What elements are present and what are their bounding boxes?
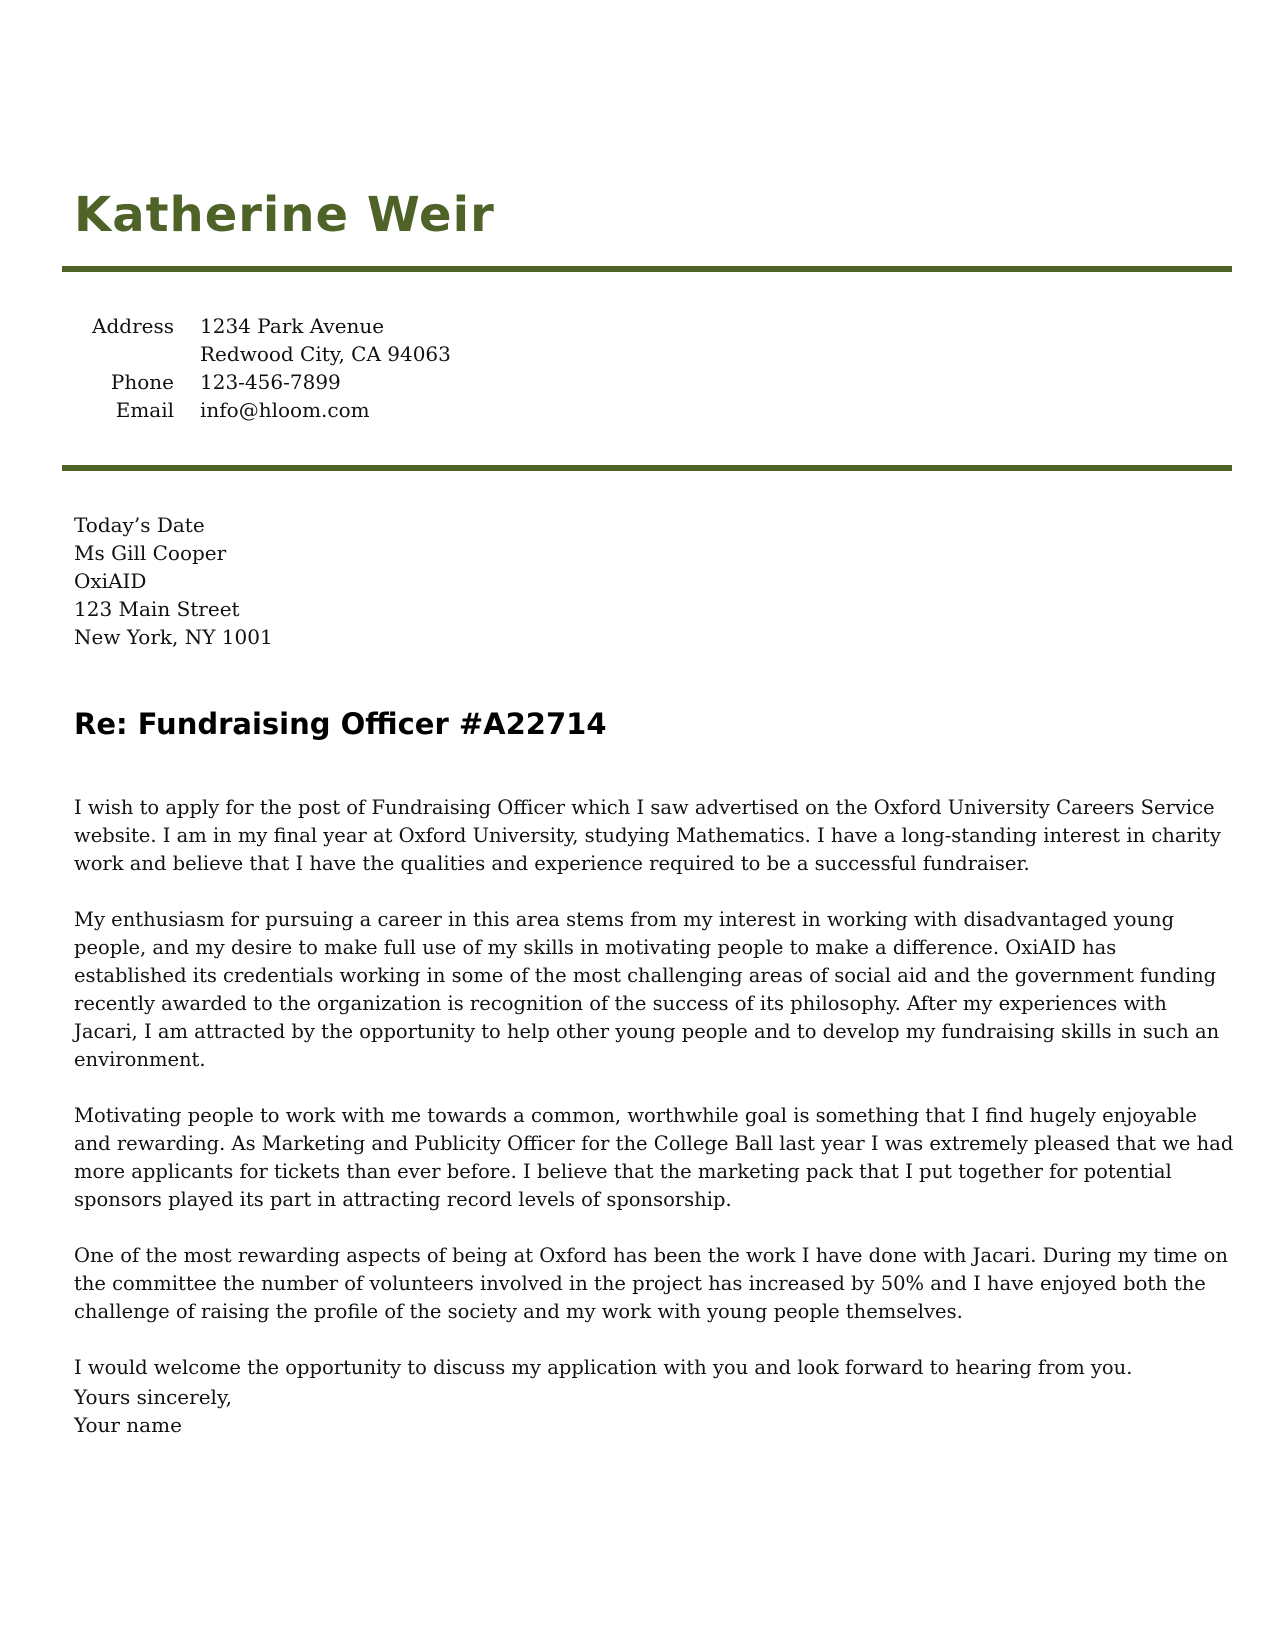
email-value: info@hloom.com xyxy=(200,398,370,422)
letter-date: Today’s Date xyxy=(74,513,205,537)
phone-value: 123-456-7899 xyxy=(200,370,341,394)
subject-line: Re: Fundraising Officer #A22714 xyxy=(74,707,607,741)
body-paragraph-1: I wish to apply for the post of Fundraising Officer which I saw advertised on the Oxford University Careers Service website. I am in my final year at Oxford University, studying Mathematics. I have a long-standing interest in charity work and believe that I have the qualities and experience required to be a successful fundraiser. xyxy=(74,796,1221,875)
contact-address-row-2 xyxy=(70,340,451,368)
contact-email-row xyxy=(70,396,451,424)
recipient-name: Ms Gill Cooper xyxy=(74,541,227,565)
body-paragraph-3: Motivating people to work with me towards a common, worthwhile goal is something that I find hugely enjoyable and rewarding. As Marketing and Publicity Officer for the College Ball last year I was extremely pleased that we had more applicants for tickets than ever before. I believe that the marketing pack that I put together for potential sponsors played its part in attracting record levels of sponsorship. xyxy=(74,1104,1234,1211)
address-line1: 1234 Park Avenue xyxy=(200,314,385,338)
closing-block xyxy=(74,1383,232,1439)
email-label: Email xyxy=(115,398,174,422)
contact-block xyxy=(70,312,451,424)
recipient-company: OxiAID xyxy=(74,569,147,593)
header-divider-bottom xyxy=(62,465,1232,471)
closing-salutation: Yours sincerely, xyxy=(74,1385,232,1409)
address-label: Address xyxy=(92,314,174,338)
phone-label: Phone xyxy=(110,370,174,394)
recipient-city: New York, NY 1001 xyxy=(74,625,273,649)
closing-signature-name: Your name xyxy=(74,1413,182,1437)
recipient-street: 123 Main Street xyxy=(74,597,240,621)
recipient-block xyxy=(74,511,273,651)
contact-address-row xyxy=(70,312,451,340)
body-paragraph-5: I would welcome the opportunity to discuss my application with you and look forward to hearing from you. xyxy=(74,1356,1133,1379)
contact-phone-row xyxy=(70,368,451,396)
address-line2: Redwood City, CA 94063 xyxy=(200,342,451,366)
letter-body xyxy=(74,794,1234,1410)
body-paragraph-4: One of the most rewarding aspects of being at Oxford has been the work I have done with Jacari. During my time on the committee the number of volunteers involved in the project has increased by 50% and I have enjoyed both the challenge of raising the profile of the society and my work with young people themselves. xyxy=(74,1244,1228,1323)
body-paragraph-2: My enthusiasm for pursuing a career in this area stems from my interest in working with disadvantaged young people, and my desire to make full use of my skills in motivating people to make a difference. OxiAID has established its credentials working in some of the most challenging areas of social aid and the government funding recently awarded to the organization is recognition of the success of its philosophy. After my experiences with Jacari, I am attracted by the opportunity to help other young people and to develop my fundraising skills in such an environment. xyxy=(74,908,1220,1071)
header-divider-top xyxy=(62,266,1232,272)
sender-name: Katherine Weir xyxy=(74,187,495,243)
